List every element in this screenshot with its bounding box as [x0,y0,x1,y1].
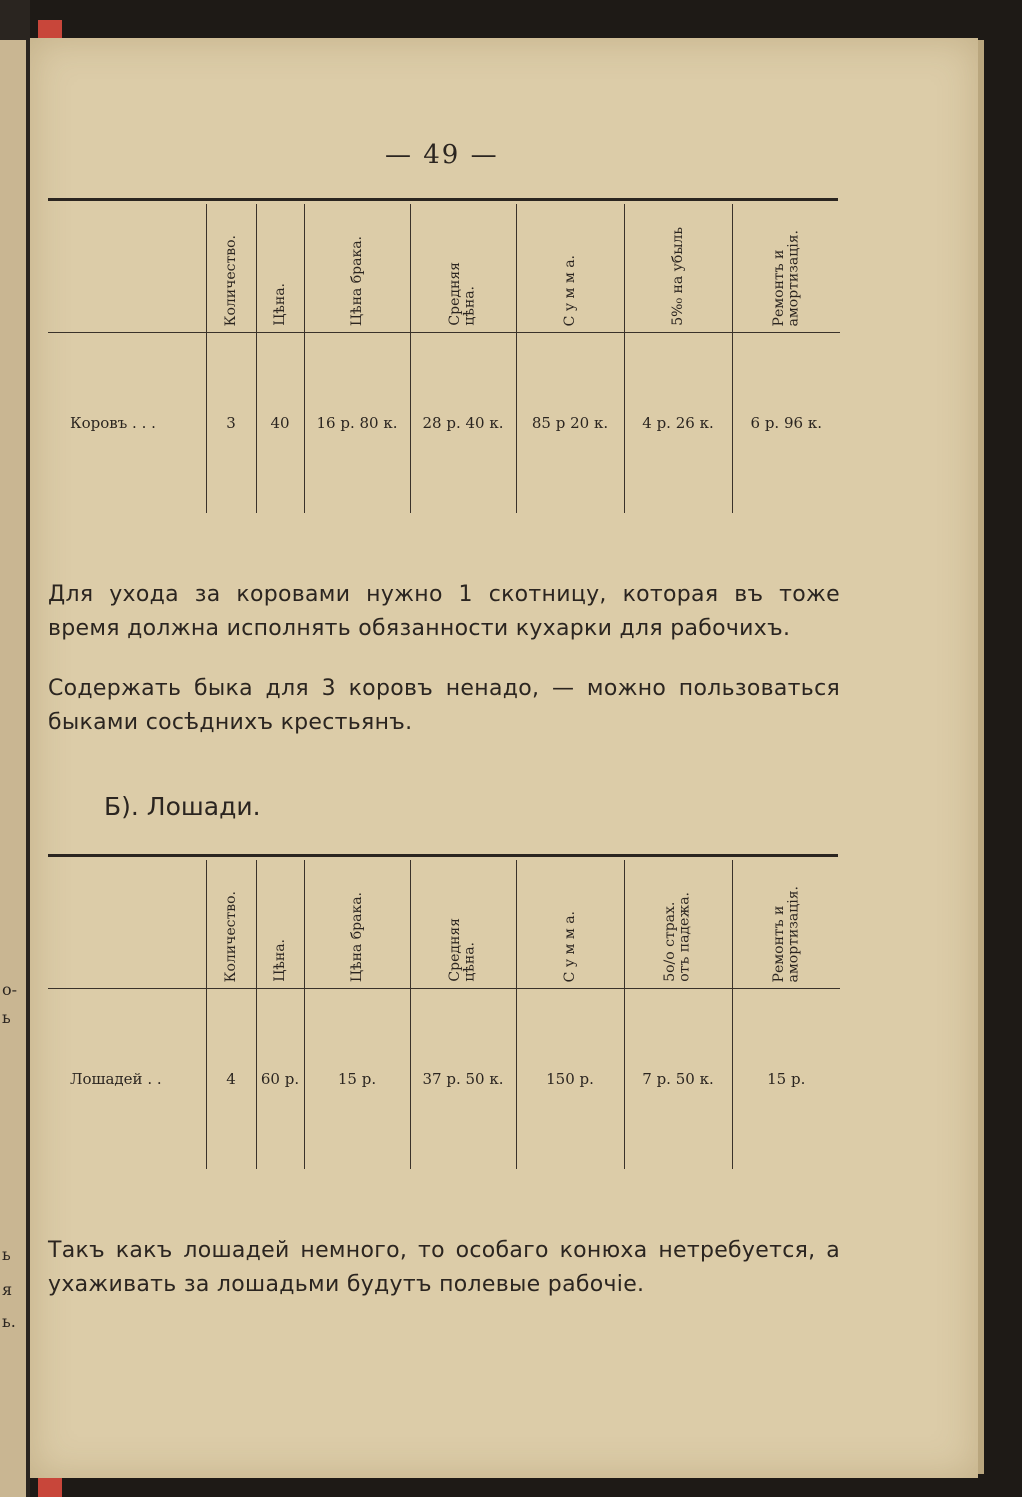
prev-page-fragment: я [2,1280,13,1299]
table-header-cell: Цѣна. [256,204,304,333]
paragraph-milkmaid: Для ухода за коровами нужно 1 скотницу, которая въ тоже время должна исполнять обязанности кухарки для рабочихъ. [48,582,840,641]
table-cell: 15 р. [304,989,410,1170]
table-cell: 85 р 20 к. [516,333,624,514]
table-header-cell: Ремонтъ и амортизація. [732,860,840,989]
row-label: Лошадей . . [70,1070,162,1088]
table-header-row [48,860,840,989]
horses-table [48,860,840,1169]
table-header-row [48,204,840,333]
table-header-cell: Цѣна брака. [304,204,410,333]
prev-page-fragment: ь [2,1245,11,1264]
table-cell: 4 [206,989,256,1170]
table-header-cell: Ремонтъ и амортизація. [732,204,840,333]
page-edge [978,40,984,1474]
row-label: Коровъ . . . [70,414,156,432]
table-top-rule [48,854,838,857]
table-header-cell [48,860,206,989]
previous-page-edge [0,40,26,1497]
table-header-cell: Средняя цѣна. [410,204,516,333]
prev-page-fragment: о- [2,980,18,999]
table-cell: 60 р. [256,989,304,1170]
table-header-cell: 5o/o страх. отъ падежа. [624,860,732,989]
table-cell: 16 р. 80 к. [304,333,410,514]
table-cell: 3 [206,333,256,514]
prev-page-fragment: ь. [2,1312,16,1331]
cows-table [48,204,840,513]
section-heading-horses: Б). Лошади. [104,792,261,821]
table-cell: 40 [256,333,304,514]
prev-page-fragment: ь [2,1008,11,1027]
table-header-cell: С у м м а. [516,204,624,333]
table-top-rule [48,198,838,201]
table-header-cell: Цѣна брака. [304,860,410,989]
table-header-cell: Количество. [206,204,256,333]
paragraph-stableman: Такъ какъ лошадей немного, то особаго конюха нетребуется, а ухаживать за лошадьми будутъ полевые рабочіе. [48,1238,840,1297]
table-row [48,989,840,1170]
table-header-cell [48,204,206,333]
paragraph-bull: Содержать быка для 3 коровъ ненадо, — можно пользоваться быками сосѣднихъ крестьянъ. [48,676,840,735]
table-header-cell: Количество. [206,860,256,989]
table-cell: 28 р. 40 к. [410,333,516,514]
table-cell: 37 р. 50 к. [410,989,516,1170]
table-cell: 6 р. 96 к. [732,333,840,514]
table-cell: 15 р. [732,989,840,1170]
table-header-cell: С у м м а. [516,860,624,989]
table-row [48,333,840,514]
table-cell: 7 р. 50 к. [624,989,732,1170]
table-header-cell: Цѣна. [256,860,304,989]
table-header-cell: 5%₀ на убыль [624,204,732,333]
table-cell: 4 р. 26 к. [624,333,732,514]
page-number: — 49 — [385,140,499,170]
table-header-cell: Средняя цѣна. [410,860,516,989]
table-cell: 150 р. [516,989,624,1170]
